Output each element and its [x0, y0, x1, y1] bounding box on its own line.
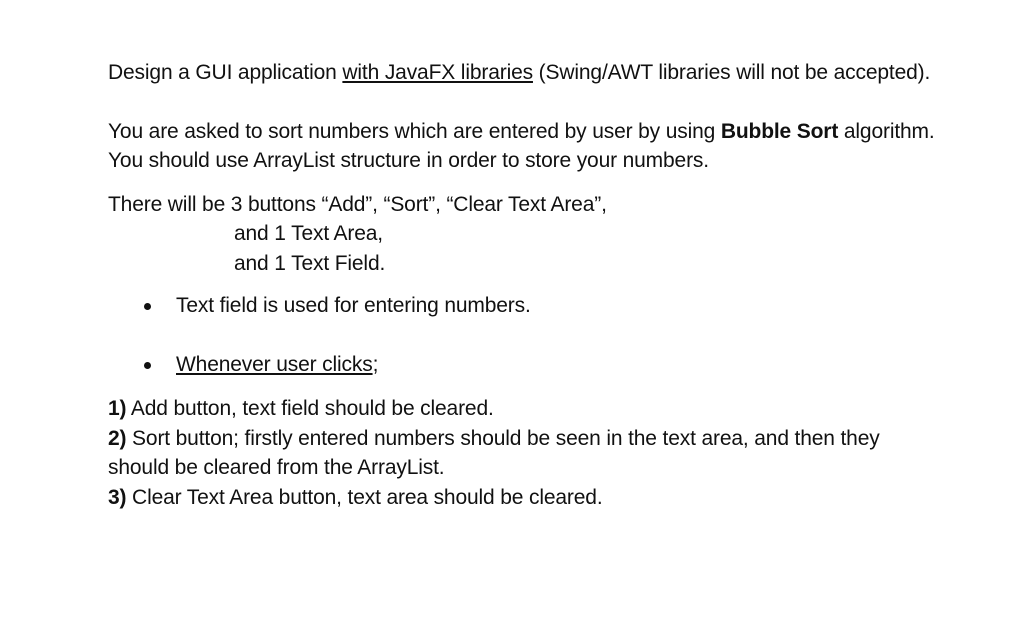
- task-prefix: You are asked to sort numbers which are entered by user by using: [108, 119, 721, 143]
- intro-paragraph: [108, 58, 938, 88]
- javafx-requirement: with JavaFX libraries: [342, 61, 533, 84]
- item-text: Add button, text field should be cleared.: [126, 397, 494, 420]
- numbered-item-sort: [108, 424, 938, 483]
- task-suffix: algorithm. You should use ArrayList structure in order to store your numbers.: [108, 119, 935, 172]
- bullet-text: Text field is used for entering numbers.: [176, 294, 531, 317]
- components-paragraph: [108, 190, 938, 279]
- numbered-item-clear: [108, 483, 938, 513]
- assignment-document: [108, 58, 938, 512]
- bullet-list: [108, 291, 938, 379]
- components-line-text-field: and 1 Text Field.: [234, 251, 386, 275]
- task-paragraph: [108, 117, 938, 176]
- item-number: 2): [108, 426, 127, 450]
- components-line-buttons: There will be 3 buttons “Add”, “Sort”, “Clear Text Area”,: [108, 192, 607, 216]
- numbered-list: [108, 394, 938, 512]
- bullet-item-whenever: [108, 350, 938, 380]
- item-text: Sort button; firstly entered numbers should be seen in the text area, and then they should be cleared from the ArrayList.: [108, 426, 880, 479]
- intro-prefix: Design a GUI application: [108, 61, 343, 84]
- item-number: 3): [108, 485, 127, 509]
- numbered-item-add: [108, 394, 938, 424]
- bullet-text-suffix: ;: [372, 352, 379, 376]
- components-line-text-area: and 1 Text Area,: [234, 222, 383, 245]
- intro-suffix: (Swing/AWT libraries will not be accepted).: [532, 61, 931, 84]
- item-text: Clear Text Area button, text area should be cleared.: [126, 485, 603, 509]
- item-number: 1): [108, 397, 127, 420]
- bullet-dot-icon: [144, 303, 151, 310]
- bullet-text-underlined: Whenever user clicks: [176, 352, 373, 376]
- bullet-dot-icon: [144, 362, 151, 369]
- bullet-item-text-field: [108, 291, 938, 321]
- bubble-sort-term: Bubble Sort: [720, 119, 839, 143]
